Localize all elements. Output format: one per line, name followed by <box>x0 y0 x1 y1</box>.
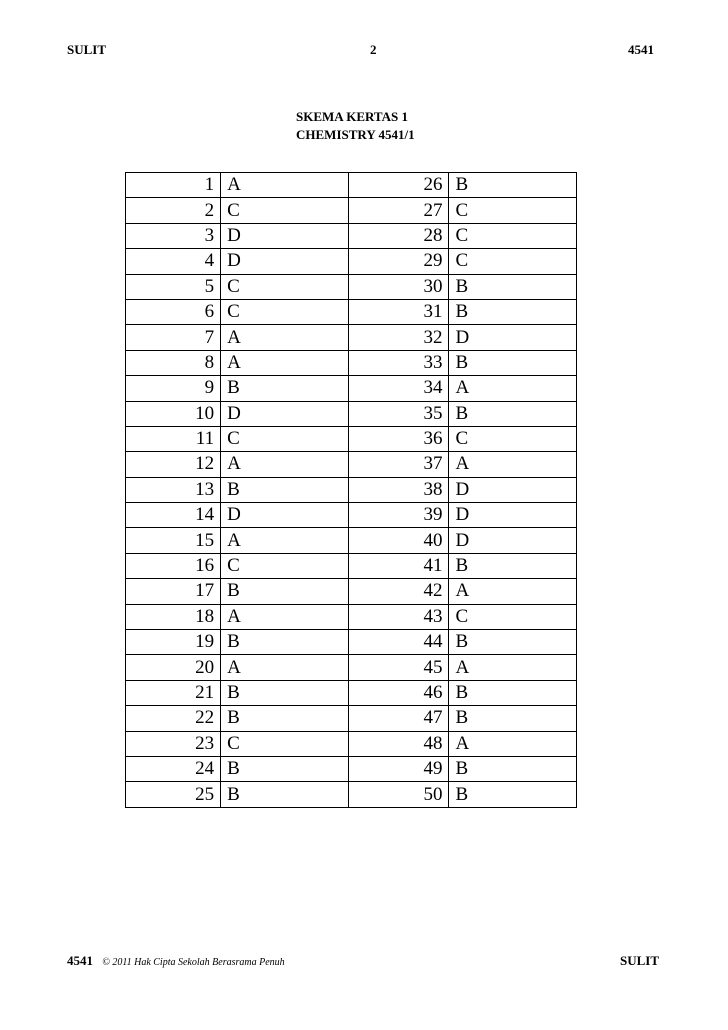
question-number: 32 <box>348 325 449 350</box>
answer-letter: C <box>449 223 577 248</box>
question-number: 28 <box>348 223 449 248</box>
answer-letter: B <box>449 299 577 324</box>
question-number: 29 <box>348 249 449 274</box>
answer-letter: B <box>221 782 349 807</box>
answer-letter: C <box>449 249 577 274</box>
answer-letter: C <box>449 604 577 629</box>
page-title <box>296 108 415 144</box>
table-row <box>126 376 577 401</box>
question-number: 46 <box>348 680 449 705</box>
question-number: 6 <box>126 299 221 324</box>
answer-letter: B <box>449 630 577 655</box>
table-row <box>126 604 577 629</box>
question-number: 38 <box>348 477 449 502</box>
question-number: 42 <box>348 579 449 604</box>
answer-letter: A <box>221 325 349 350</box>
answer-letter: A <box>221 528 349 553</box>
table-row <box>126 630 577 655</box>
question-number: 49 <box>348 756 449 781</box>
table-row <box>126 198 577 223</box>
answer-letter: A <box>449 655 577 680</box>
answer-letter: B <box>449 782 577 807</box>
table-row <box>126 299 577 324</box>
question-number: 25 <box>126 782 221 807</box>
table-row <box>126 782 577 807</box>
page-number: 2 <box>370 42 377 57</box>
answer-letter: D <box>449 477 577 502</box>
table-row <box>126 452 577 477</box>
table-row <box>126 325 577 350</box>
question-number: 15 <box>126 528 221 553</box>
question-number: 7 <box>126 325 221 350</box>
question-number: 44 <box>348 630 449 655</box>
answer-letter: B <box>449 756 577 781</box>
answer-letter: D <box>221 401 349 426</box>
question-number: 4 <box>126 249 221 274</box>
answer-letter: D <box>449 528 577 553</box>
answer-letter: C <box>221 299 349 324</box>
answer-letter: C <box>221 553 349 578</box>
table-row <box>126 274 577 299</box>
answer-letter: B <box>221 376 349 401</box>
table-row <box>126 401 577 426</box>
answer-letter: B <box>221 630 349 655</box>
footer <box>67 953 285 969</box>
table-row <box>126 579 577 604</box>
footer-code: 4541 <box>67 953 93 968</box>
answer-letter: A <box>221 655 349 680</box>
table-row <box>126 655 577 680</box>
question-number: 43 <box>348 604 449 629</box>
question-number: 5 <box>126 274 221 299</box>
question-number: 10 <box>126 401 221 426</box>
answer-letter: C <box>449 426 577 451</box>
answer-letter: D <box>449 325 577 350</box>
question-number: 19 <box>126 630 221 655</box>
table-row <box>126 553 577 578</box>
table-row <box>126 706 577 731</box>
question-number: 3 <box>126 223 221 248</box>
question-number: 22 <box>126 706 221 731</box>
table-row <box>126 223 577 248</box>
title-line-1: SKEMA KERTAS 1 <box>296 109 408 124</box>
question-number: 40 <box>348 528 449 553</box>
answer-letter: B <box>449 173 577 198</box>
title-line-2: CHEMISTRY 4541/1 <box>296 127 415 142</box>
question-number: 47 <box>348 706 449 731</box>
answer-letter: D <box>221 503 349 528</box>
answer-letter: A <box>449 376 577 401</box>
answer-letter: A <box>449 579 577 604</box>
table-row <box>126 350 577 375</box>
answer-key-body <box>126 173 577 808</box>
table-row <box>126 756 577 781</box>
footer-copyright: © 2011 Hak Cipta Sekolah Berasrama Penuh <box>102 957 285 968</box>
question-number: 39 <box>348 503 449 528</box>
answer-letter: A <box>221 452 349 477</box>
answer-letter: B <box>449 553 577 578</box>
answer-letter: C <box>221 274 349 299</box>
table-row <box>126 503 577 528</box>
question-number: 8 <box>126 350 221 375</box>
answer-letter: B <box>221 756 349 781</box>
answer-letter: C <box>221 198 349 223</box>
question-number: 12 <box>126 452 221 477</box>
answer-letter: B <box>221 680 349 705</box>
question-number: 23 <box>126 731 221 756</box>
question-number: 26 <box>348 173 449 198</box>
question-number: 14 <box>126 503 221 528</box>
header-left-label: SULIT <box>67 42 107 57</box>
question-number: 2 <box>126 198 221 223</box>
question-number: 9 <box>126 376 221 401</box>
answer-letter: C <box>449 198 577 223</box>
footer-right-label: SULIT <box>620 953 660 968</box>
question-number: 30 <box>348 274 449 299</box>
question-number: 37 <box>348 452 449 477</box>
table-row <box>126 477 577 502</box>
answer-letter: A <box>221 604 349 629</box>
question-number: 45 <box>348 655 449 680</box>
answer-letter: B <box>449 680 577 705</box>
table-row <box>126 680 577 705</box>
question-number: 36 <box>348 426 449 451</box>
question-number: 20 <box>126 655 221 680</box>
answer-letter: A <box>449 731 577 756</box>
question-number: 18 <box>126 604 221 629</box>
question-number: 1 <box>126 173 221 198</box>
table-row <box>126 731 577 756</box>
question-number: 27 <box>348 198 449 223</box>
question-number: 41 <box>348 553 449 578</box>
question-number: 17 <box>126 579 221 604</box>
question-number: 11 <box>126 426 221 451</box>
answer-letter: C <box>221 731 349 756</box>
answer-letter: D <box>221 223 349 248</box>
answer-letter: D <box>221 249 349 274</box>
question-number: 33 <box>348 350 449 375</box>
answer-letter: B <box>221 579 349 604</box>
answer-letter: A <box>449 452 577 477</box>
question-number: 16 <box>126 553 221 578</box>
question-number: 48 <box>348 731 449 756</box>
table-row <box>126 528 577 553</box>
header-right-code: 4541 <box>628 42 654 57</box>
answer-letter: B <box>449 706 577 731</box>
question-number: 50 <box>348 782 449 807</box>
table-row <box>126 426 577 451</box>
answer-letter: B <box>221 477 349 502</box>
question-number: 21 <box>126 680 221 705</box>
answer-letter: B <box>449 350 577 375</box>
table-row <box>126 173 577 198</box>
answer-letter: B <box>449 401 577 426</box>
answer-letter: D <box>449 503 577 528</box>
question-number: 34 <box>348 376 449 401</box>
question-number: 24 <box>126 756 221 781</box>
answer-letter: B <box>221 706 349 731</box>
answer-letter: A <box>221 173 349 198</box>
answer-letter: C <box>221 426 349 451</box>
table-row <box>126 249 577 274</box>
question-number: 35 <box>348 401 449 426</box>
answer-key-table <box>125 172 577 808</box>
answer-letter: B <box>449 274 577 299</box>
question-number: 13 <box>126 477 221 502</box>
answer-letter: A <box>221 350 349 375</box>
question-number: 31 <box>348 299 449 324</box>
